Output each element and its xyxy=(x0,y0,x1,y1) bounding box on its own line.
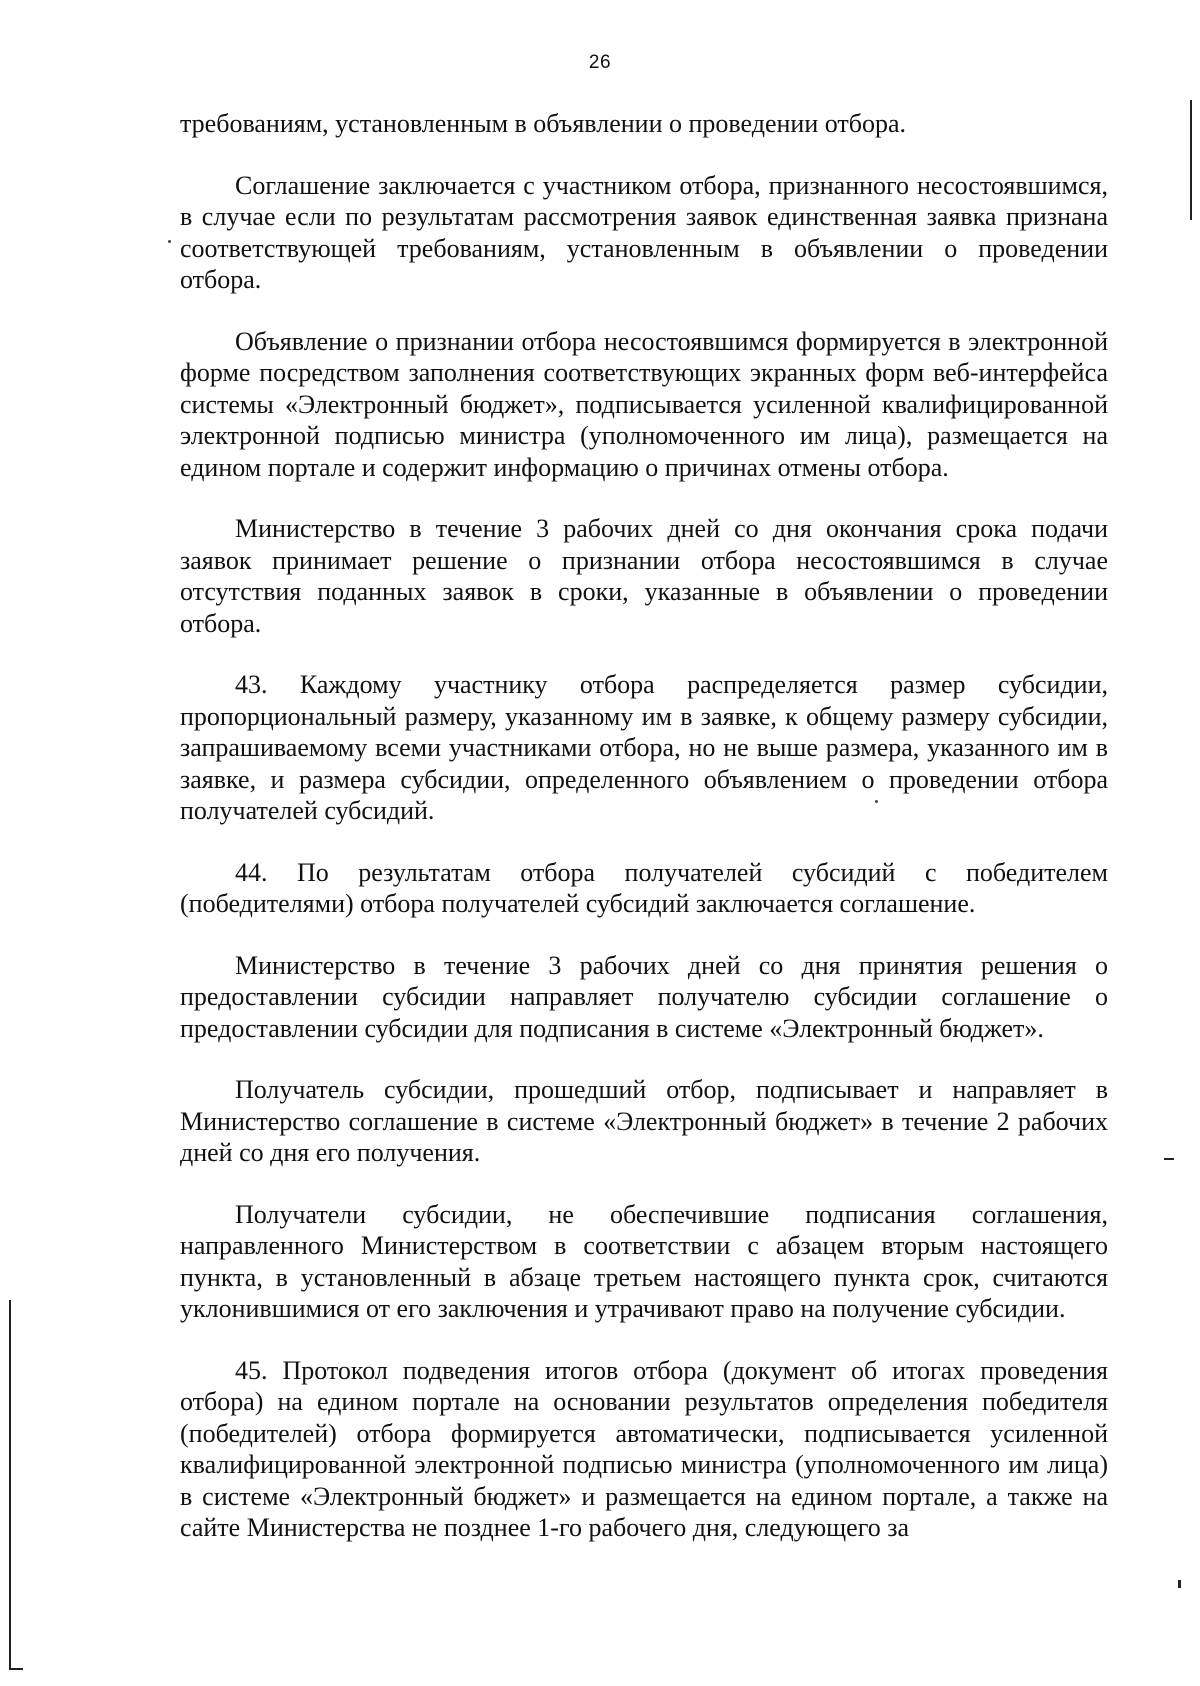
document-body xyxy=(180,108,1108,1574)
paragraph-item-45: 45. Протокол подведения итогов отбора (документ об итогах проведения отбора) на едином портале на основании результатов определения победителя (победителей) отбора формируется автоматически, подписывается усиленной квалифицированной электронной подписью министра (уполномоченного им лица) в системе «Электронный бюджет» и размещается на едином портале, а также на сайте Министерства не позднее 1-го рабочего дня, следующего за xyxy=(180,1355,1108,1542)
scan-dot xyxy=(875,800,878,803)
paragraph-continuation: требованиям, установленным в объявлении о проведении отбора. xyxy=(180,109,907,138)
paragraph: Министерство в течение 3 рабочих дней со дня принятия решения о предоставлении субсидии направляет получателю субсидии соглашение о предоставлении субсидии для подписания в системе «Электронный бюджет». xyxy=(180,950,1108,1043)
paragraph: Объявление о признании отбора несостоявшимся формируется в электронной форме посредством заполнения соответствующих экранных форм веб-интерфейса системы «Электронный бюджет», подписывается усиленной квалифицированной электронной подписью министра (уполномоченного им лица), размещается на едином портале и содержит информацию о причинах отмены отбора. xyxy=(180,326,1108,482)
paragraph: Получатель субсидии, прошедший отбор, подписывает и направляет в Министерство соглашение в системе «Электронный бюджет» в течение 2 рабочих дней со дня его получения. xyxy=(180,1075,1108,1167)
scan-edge-mark-left xyxy=(9,1300,11,1670)
paragraph-item-44: 44. По результатам отбора получателей субсидий с победителем (победителями) отбора получателей субсидий заключается соглашение. xyxy=(180,857,1108,918)
page-number: 26 xyxy=(588,52,612,73)
scan-edge-mark-right xyxy=(1190,100,1192,220)
scan-tick-right-bottom xyxy=(1178,1580,1181,1588)
paragraph-item-43: 43. Каждому участнику отбора распределяется размер субсидии, пропорциональный размеру, указанному им в заявке, к общему размеру субсидии, запрашиваемому всеми участниками отбора, но не выше размера, указанного им в заявке, и размера субсидии, определенного объявлением о проведении отбора получателей субсидий. xyxy=(180,670,1108,825)
paragraph: Министерство в течение 3 рабочих дней со дня окончания срока подачи заявок принимает решение о признании отбора несостоявшимся в случае отсутствия поданных заявок в сроки, указанные в объявлении о проведении отбора. xyxy=(180,514,1108,638)
paragraph: Соглашение заключается с участником отбора, признанного несостоявшимся, в случае если по результатам рассмотрения заявок единственная заявка признана соответствующей требованиям, установленным в объявлении о проведении отбора. xyxy=(180,170,1108,294)
scan-dot xyxy=(168,240,171,243)
scan-edge-mark-left-tail xyxy=(9,1668,23,1670)
paragraph: Получатели субсидии, не обеспечившие подписания соглашения, направленного Министерством в соответствии с абзацем вторым настоящего пункта, в установленный в абзаце третьем настоящего пункта срок, считаются уклонившимися от его заключения и утрачивают право на получение субсидии. xyxy=(180,1199,1108,1323)
scan-tick-right xyxy=(1164,1158,1174,1160)
